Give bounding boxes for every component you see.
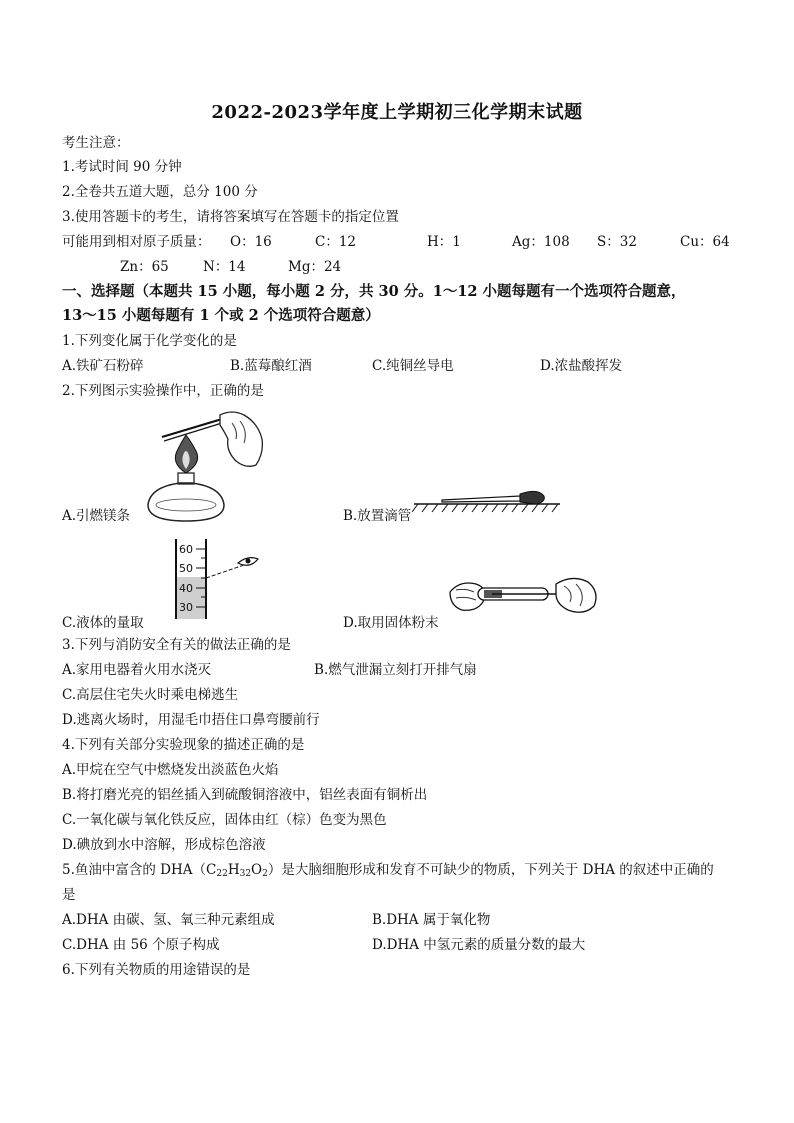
measuring-cylinder-figure [168,535,263,621]
cylinder-tick-60: 60 [179,543,193,556]
q4-option-b: B.将打磨光亮的铝丝插入到硫酸铜溶液中，铝丝表面有铜析出 [62,787,428,803]
q4-stem: 4.下列有关部分实验现象的描述正确的是 [62,737,305,753]
q1-stem: 1.下列变化属于化学变化的是 [62,333,237,349]
q5-stem-continued: 是 [62,887,76,903]
section1-heading-line2: 13～15 小题每题有 1 个或 2 个选项符合题意） [62,307,380,324]
q4-option-a: A.甲烷在空气中燃烧发出淡蓝色火焰 [62,762,279,778]
q3-option-a: A.家用电器着火用水浇灭 [62,662,212,678]
cylinder-tick-40: 40 [179,582,193,595]
atomic-mass-Zn: Zn：65 [120,259,169,275]
atomic-mass-Ag: Ag：108 [512,234,570,250]
notice-item-3: 3.使用答题卡的考生，请将答案填写在答题卡的指定位置 [62,209,399,225]
atomic-mass-O: O：16 [230,234,272,250]
q5-sub-h: 32 [239,869,252,879]
atomic-mass-N: N：14 [203,259,246,275]
section1-heading-line1: 一、选择题（本题共 15 小题，每小题 2 分，共 30 分。1～12 小题每题有一个选项符合题意， [62,283,686,300]
alcohol-lamp-figure [140,405,270,527]
q5-option-d: D.DHA 中氢元素的质量分数的最大 [372,937,586,953]
q5-option-c: C.DHA 由 56 个原子构成 [62,937,220,953]
q1-option-b: B.蓝莓酿红酒 [230,358,312,374]
exam-title: 2022-2023学年度上学期初三化学期末试题 [211,102,583,123]
q5-stem-part1: 5.鱼油中富含的 DHA（C [62,862,217,878]
atomic-mass-Cu: Cu：64 [680,234,730,250]
q5-option-b: B.DHA 属于氧化物 [372,912,491,928]
q3-option-b: B.燃气泄漏立刻打开排气扇 [314,662,477,678]
q3-option-c: C.高层住宅失火时乘电梯逃生 [62,687,239,703]
notice-item-1: 1.考试时间 90 分钟 [62,159,182,175]
q1-option-d: D.浓盐酸挥发 [540,358,623,374]
q5-stem-part2: H [227,862,240,878]
atomic-mass-label: 可能用到相对原子质量： [62,234,211,250]
q5-sub-c: 22 [216,869,228,879]
notice-heading: 考生注意： [62,135,130,151]
cylinder-tick-30: 30 [179,601,193,614]
atomic-mass-H: H：1 [427,234,461,250]
q5-stem-part4: ）是大脑细胞形成和发育不可缺少的物质，下列关于 DHA 的叙述中正确的 [267,862,714,878]
q3-stem: 3.下列与消防安全有关的做法正确的是 [62,637,291,653]
atomic-mass-S: S：32 [597,234,637,250]
q3-option-d: D.逃离火场时，用湿毛巾捂住口鼻弯腰前行 [62,712,320,728]
cylinder-tick-50: 50 [179,562,193,575]
powder-test-tube-figure [448,570,600,620]
q2-option-b: B.放置滴管 [343,508,412,524]
q2-option-d: D.取用固体粉末 [343,615,439,631]
notice-item-2: 2.全卷共五道大题，总分 100 分 [62,184,258,200]
q4-option-c: C.一氧化碳与氧化铁反应，固体由红（棕）色变为黑色 [62,812,387,828]
dropper-figure [412,480,562,516]
atomic-mass-Mg: Mg：24 [288,259,342,275]
q2-option-a: A.引燃镁条 [62,508,131,524]
q5-option-a: A.DHA 由碳、氢、氧三种元素组成 [62,912,275,928]
q1-option-c: C.纯铜丝导电 [372,358,454,374]
q2-option-c: C.液体的量取 [62,615,144,631]
q5-sub-o: 2 [262,869,268,879]
q6-stem: 6.下列有关物质的用途错误的是 [62,962,251,978]
q5-stem-part3: O [251,862,263,878]
atomic-mass-C: C：12 [315,234,357,250]
q1-option-a: A.铁矿石粉碎 [62,358,144,374]
q4-option-d: D.碘放到水中溶解，形成棕色溶液 [62,837,266,853]
q2-stem: 2.下列图示实验操作中，正确的是 [62,383,264,399]
q5-stem [62,861,714,883]
